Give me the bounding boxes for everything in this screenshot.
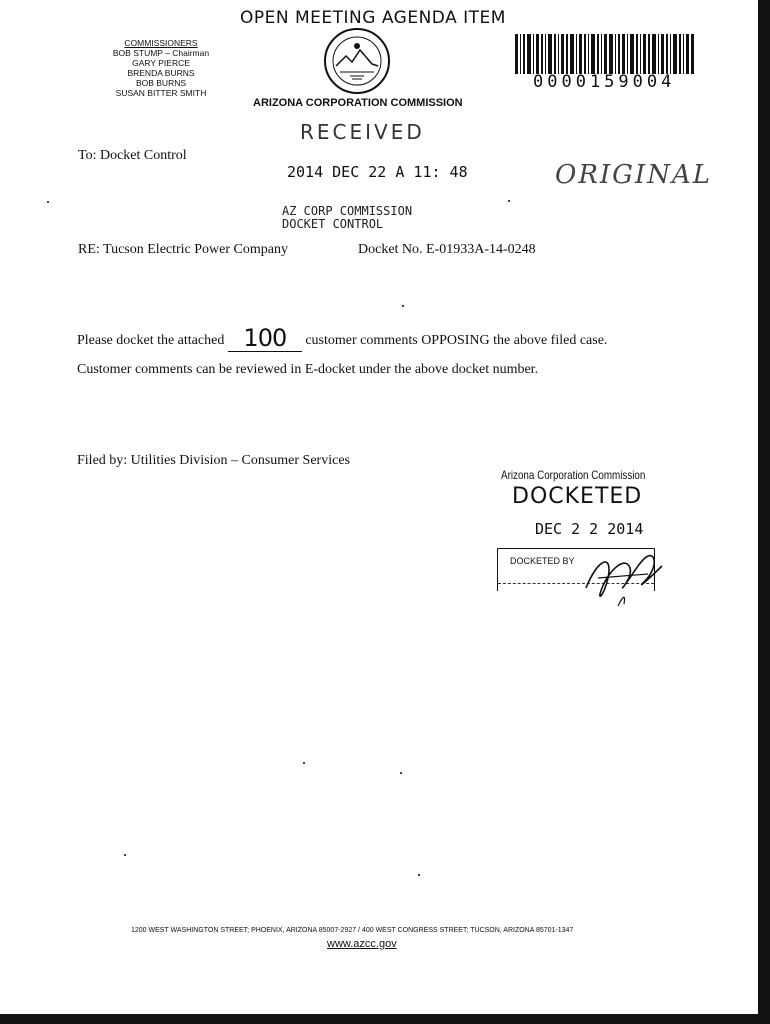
docket-number: Docket No. E-01933A-14-0248	[358, 242, 536, 257]
scan-speck	[402, 305, 404, 307]
original-mark: ORIGINAL	[555, 160, 712, 190]
docketed-stamp-date: DEC 2 2 2014	[535, 520, 644, 538]
docket-request-paragraph	[77, 324, 608, 352]
review-paragraph: Customer comments can be reviewed in E-docket under the above docket number.	[77, 362, 539, 377]
commissioner-name: BRENDA BURNS	[127, 68, 195, 78]
footer-website-link[interactable]: www.azcc.gov	[327, 938, 397, 950]
comment-count: 100	[243, 324, 287, 352]
commissioner-name: BOB BURNS	[135, 78, 187, 88]
docket-control-stamp-line: DOCKET CONTROL	[282, 217, 384, 231]
comment-count-field	[228, 324, 302, 352]
agency-name: ARIZONA CORPORATION COMMISSION	[253, 97, 463, 109]
scan-speck	[508, 200, 510, 202]
paragraph-text: Please docket the attached	[77, 333, 225, 348]
signature-icon	[578, 548, 668, 610]
barcode-number: 0000159004	[533, 72, 676, 92]
scan-border-bottom	[0, 1014, 770, 1024]
scan-speck	[47, 201, 49, 203]
memo-re: RE: Tucson Electric Power Company	[78, 242, 288, 257]
commissioner-name: GARY PIERCE	[132, 58, 190, 68]
memo-to: To: Docket Control	[78, 148, 187, 163]
commissioner-name: BOB STUMP – Chairman	[112, 48, 210, 58]
commissioners-heading: COMMISSIONERS	[124, 38, 198, 48]
commissioner-name: SUSAN BITTER SMITH	[115, 88, 207, 98]
received-stamp-datetime: 2014 DEC 22 A 11: 48	[287, 163, 468, 181]
docket-control-stamp-line: AZ CORP COMMISSION	[282, 204, 413, 218]
commissioners-list	[96, 38, 226, 98]
docketed-stamp-label: DOCKETED	[512, 484, 643, 509]
scan-border-right	[758, 0, 770, 1024]
scan-speck	[303, 762, 305, 764]
scan-speck	[418, 874, 420, 876]
scan-speck	[124, 854, 126, 856]
docketed-stamp-agency: Arizona Corporation Commission	[501, 468, 646, 482]
received-stamp-label: RECEIVED	[300, 120, 425, 144]
barcode-icon	[515, 34, 695, 74]
agenda-title: OPEN MEETING AGENDA ITEM	[240, 8, 506, 28]
filed-by: Filed by: Utilities Division – Consumer Services	[77, 453, 350, 468]
scan-speck	[400, 772, 402, 774]
docketed-by-label: DOCKETED BY	[510, 556, 575, 566]
footer-address: 1200 WEST WASHINGTON STREET; PHOENIX, ARIZONA 85007-2927 / 400 WEST CONGRESS STREET; TUCSON, ARIZONA 85701-1347	[131, 927, 574, 934]
docket-control-stamp	[282, 205, 412, 231]
state-seal-icon	[322, 26, 392, 96]
paragraph-text: customer comments OPPOSING the above filed case.	[305, 333, 608, 348]
